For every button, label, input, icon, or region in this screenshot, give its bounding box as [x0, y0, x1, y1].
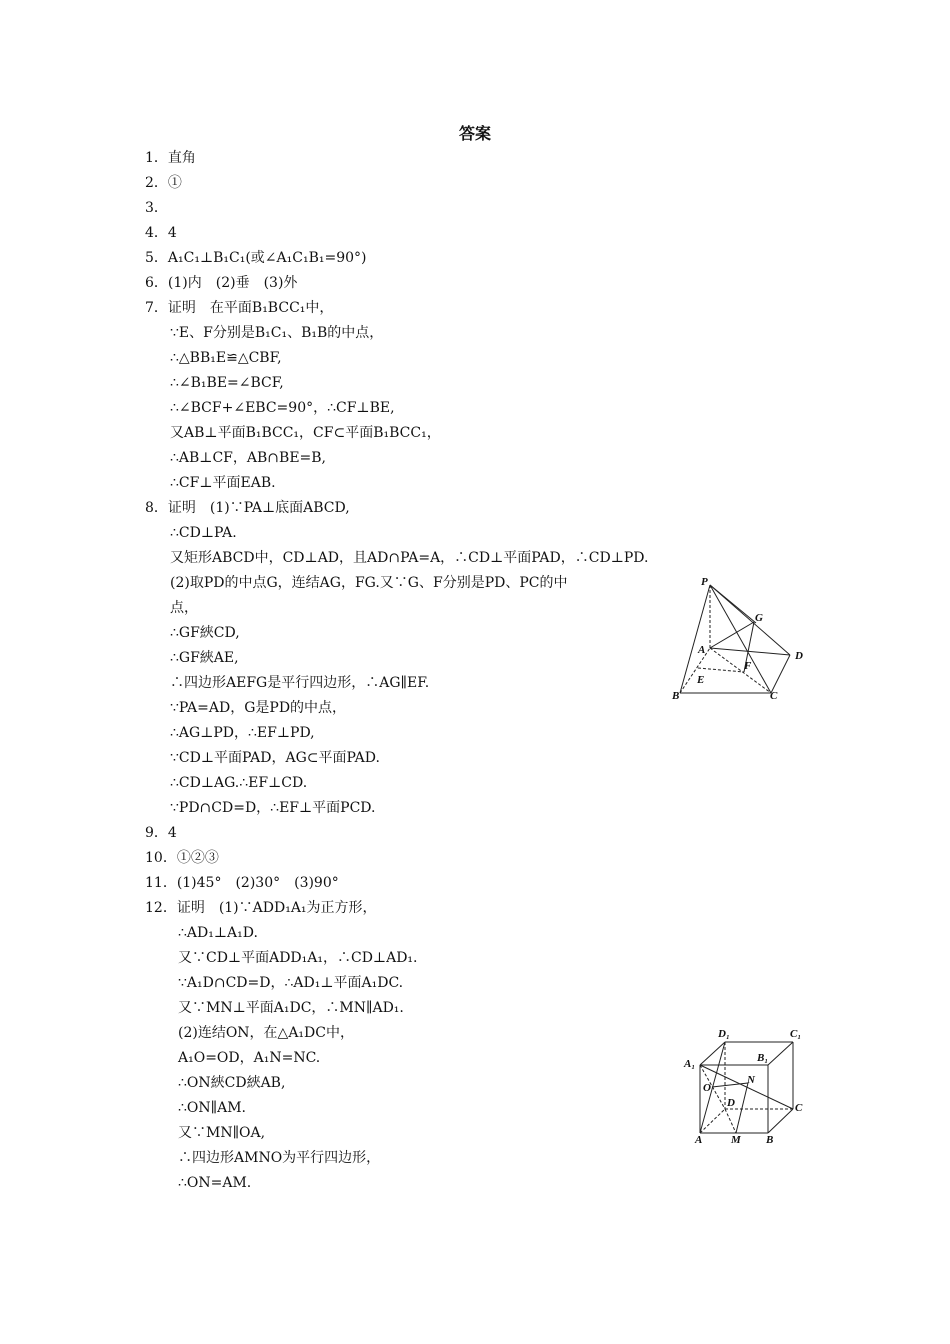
answer-line: ∴ON綊CD綊AB,: [178, 1075, 286, 1091]
label-c: C: [770, 690, 778, 702]
answer-line: A₁O=OD，A₁N=NC.: [178, 1050, 321, 1066]
label-c: C: [795, 1102, 803, 1114]
pyramid-figure: [668, 575, 848, 705]
label-b: B: [672, 690, 680, 702]
answer-line: 11．(1)45° (2)30° (3)90°: [145, 875, 339, 891]
label-d: D: [795, 650, 803, 662]
label-f: F: [744, 660, 752, 672]
answer-line: ∴ON=AM.: [178, 1175, 252, 1191]
label-d1: D₁: [718, 1028, 730, 1040]
label-b1: B₁: [757, 1052, 769, 1064]
label-e: E: [697, 674, 705, 686]
answer-line: ∴ON∥AM.: [178, 1100, 246, 1116]
answer-line: (2)取PD的中点G，连结AG，FG.又∵G、F分别是PD、PC的中: [170, 575, 568, 591]
answer-line: 又矩形ABCD中，CD⊥AD，且AD∩PA=A，∴CD⊥平面PAD，∴CD⊥PD.: [170, 550, 649, 566]
label-a1: A₁: [684, 1058, 696, 1070]
label-p: P: [701, 576, 708, 588]
label-o: O: [703, 1082, 711, 1094]
answer-line: 点，: [170, 600, 198, 616]
answer-line: ∴CF⊥平面EAB.: [170, 475, 276, 491]
label-d: D: [727, 1097, 735, 1109]
answer-line: ∴∠BCF+∠EBC=90°，∴CF⊥BE,: [170, 400, 395, 416]
answer-line: ∴四边形AEFG是平行四边形，∴AG∥EF.: [170, 675, 430, 691]
answer-line: 4．4: [145, 225, 177, 241]
answer-line: ∴AD₁⊥A₁D.: [178, 925, 258, 941]
label-a: A: [698, 644, 706, 656]
page-title: 答案: [458, 124, 491, 143]
answer-line: ∴△BB₁E≌△CBF,: [170, 350, 282, 366]
answer-line: ∴GF綊AE,: [170, 650, 239, 666]
answer-line: 又∵MN⊥平面A₁DC，∴MN∥AD₁.: [178, 1000, 404, 1016]
answer-line: ∴AB⊥CF，AB∩BE=B,: [170, 450, 327, 466]
answer-line: ∴CD⊥PA.: [170, 525, 237, 541]
label-a: A: [695, 1134, 703, 1145]
answer-line: ∴四边形AMNO为平行四边形，: [178, 1150, 381, 1166]
answer-line: ∴GF綊CD,: [170, 625, 240, 641]
label-n: N: [747, 1074, 755, 1086]
answer-line: 8．证明 (1)∵PA⊥底面ABCD,: [145, 500, 350, 516]
answer-line: 2．①: [145, 175, 182, 191]
answer-line: 又∵CD⊥平面ADD₁A₁，∴CD⊥AD₁.: [178, 950, 418, 966]
answer-line: 10．①②③: [145, 850, 219, 866]
answer-line: 9．4: [145, 825, 177, 841]
answer-line: ∵PD∩CD=D，∴EF⊥平面PCD.: [170, 800, 376, 816]
answer-line: ∴∠B₁BE=∠BCF,: [170, 375, 284, 391]
answer-line: (2)连结ON，在△A₁DC中，: [178, 1025, 354, 1041]
answer-line: ∵PA=AD，G是PD的中点，: [170, 700, 347, 716]
answer-line: 12．证明 (1)∵ADD₁A₁为正方形，: [145, 900, 377, 916]
answer-line: 又AB⊥平面B₁BCC₁，CF⊂平面B₁BCC₁，: [170, 425, 441, 441]
answer-line: ∵CD⊥平面PAD，AG⊂平面PAD.: [170, 750, 380, 766]
answer-line: 5．A₁C₁⊥B₁C₁(或∠A₁C₁B₁=90°): [145, 250, 367, 266]
label-c1: C₁: [790, 1028, 802, 1040]
label-g: G: [755, 612, 763, 624]
answer-line: 6．(1)内 (2)垂 (3)外: [145, 275, 298, 291]
answer-line: 3．: [145, 200, 168, 216]
answer-line: ∴AG⊥PD，∴EF⊥PD,: [170, 725, 315, 741]
label-b: B: [766, 1134, 774, 1145]
answer-line: 7．证明 在平面B₁BCC₁中，: [145, 300, 334, 316]
answer-line: ∵E、F分别是B₁C₁、B₁B的中点，: [170, 325, 384, 341]
cube-figure: [680, 1025, 840, 1145]
label-m: M: [731, 1134, 741, 1145]
answer-line: 1．直角: [145, 150, 196, 166]
answer-line: ∴CD⊥AG.∴EF⊥CD.: [170, 775, 308, 791]
answer-line: 又∵MN∥OA,: [178, 1125, 266, 1141]
answer-line: ∵A₁D∩CD=D，∴AD₁⊥平面A₁DC.: [178, 975, 404, 991]
